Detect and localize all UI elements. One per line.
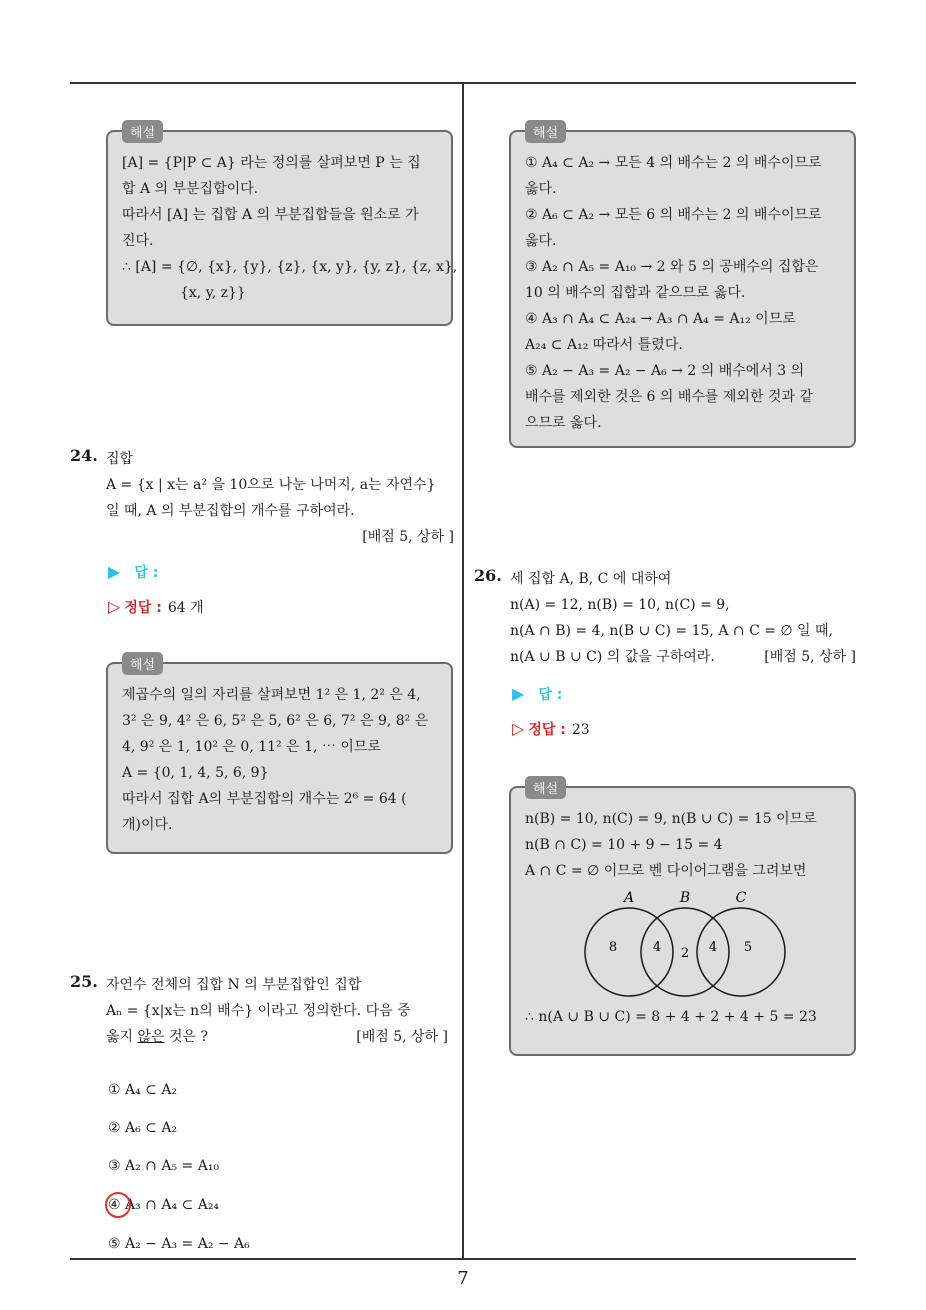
correct-answer-label: 정답 : bbox=[528, 722, 566, 738]
question-line: n(A ∩ B) = 4, n(B ∪ C) = 15, A ∩ C = ∅ 일 때, bbox=[510, 623, 834, 639]
solution-line: 합 A 의 부분집합이다. bbox=[122, 181, 259, 197]
correct-answer-row-26 bbox=[512, 719, 590, 739]
outline-arrow-icon: ▷ bbox=[108, 597, 121, 616]
solution-line: [A] = {P|P ⊂ A} 라는 정의를 살펴보면 P 는 집 bbox=[122, 155, 421, 171]
question-number: 24. bbox=[70, 446, 98, 465]
venn-label-a: A bbox=[623, 890, 635, 906]
emphasized-word: 않은 bbox=[137, 1029, 165, 1045]
solution-line: A ∩ C = ∅ 이므로 벤 다이어그램을 그려보면 bbox=[525, 863, 807, 879]
solution-tag: 해설 bbox=[525, 776, 566, 799]
solution-box-23 bbox=[106, 126, 458, 326]
solution-line: 옳다. bbox=[525, 181, 557, 197]
question-number: 26. bbox=[474, 566, 502, 585]
solution-tag: 해설 bbox=[122, 652, 163, 675]
solution-line: 10 의 배수의 집합과 같으므로 옳다. bbox=[525, 285, 746, 301]
solution-conclusion: ∴ n(A ∪ B ∪ C) = 8 + 4 + 2 + 4 + 5 = 23 bbox=[525, 1009, 817, 1025]
correct-answer-value: 23 bbox=[571, 722, 590, 738]
question-line bbox=[106, 1024, 448, 1050]
answer-row-26 bbox=[512, 684, 562, 704]
solution-line: 따라서 집합 A의 부분집합의 개수는 2⁶ = 64 ( bbox=[122, 791, 407, 807]
solution-line: 따라서 [A] 는 집합 A 의 부분집합들을 원소로 가 bbox=[122, 207, 419, 223]
question-line: 자연수 전체의 집합 N 의 부분집합인 집합 bbox=[106, 977, 362, 993]
solution-box-24 bbox=[106, 658, 453, 854]
correct-answer-row-24 bbox=[108, 597, 204, 617]
solution-line: 개)이다. bbox=[122, 817, 173, 833]
solution-tag: 해설 bbox=[122, 120, 163, 143]
venn-region-c-only: 5 bbox=[743, 940, 753, 955]
venn-region-a-b: 4 bbox=[652, 940, 662, 955]
solution-line: n(B) = 10, n(C) = 9, n(B ∪ C) = 15 이므로 bbox=[525, 811, 817, 827]
choice-4[interactable]: ④ A₃ ∩ A₄ ⊂ A₂₄ bbox=[108, 1197, 220, 1213]
selected-circle-icon bbox=[105, 1192, 131, 1218]
solution-line: 으므로 옳다. bbox=[525, 415, 602, 431]
correct-answer-value: 64 개 bbox=[167, 600, 204, 616]
question-score: [배점 5, 상하 ] bbox=[362, 529, 454, 545]
solution-line: {x, y, z}} bbox=[180, 285, 246, 301]
venn-diagram bbox=[525, 888, 845, 998]
solution-line: ∴ [A] = {∅, {x}, {y}, {z}, {x, y}, {y, z}, {z, x}, bbox=[122, 259, 458, 275]
answer-label: 답 : bbox=[538, 687, 563, 703]
solution-box-26 bbox=[509, 782, 856, 1056]
solution-line: A₂₄ ⊂ A₁₂ 따라서 틀렸다. bbox=[525, 337, 683, 353]
question-score: [배점 5, 상하 ] bbox=[356, 1029, 448, 1045]
solution-line: 3² 은 9, 4² 은 6, 5² 은 5, 6² 은 6, 7² 은 9, 8² 은 bbox=[122, 713, 429, 729]
solution-line: ② A₆ ⊂ A₂ → 모든 6 의 배수는 2 의 배수이므로 bbox=[525, 207, 822, 223]
solution-line: A = {0, 1, 4, 5, 6, 9} bbox=[122, 765, 269, 781]
choice-3[interactable]: ③ A₂ ∩ A₅ = A₁₀ bbox=[108, 1158, 220, 1174]
solution-line: 옳다. bbox=[525, 233, 557, 249]
choice-5[interactable]: ⑤ A₂ − A₃ = A₂ − A₆ bbox=[108, 1236, 250, 1252]
question-line: A = {x | x는 a² 을 10으로 나눈 나머지, a는 자연수} bbox=[106, 477, 436, 493]
question-line: 집합 bbox=[106, 451, 134, 467]
solution-line: ① A₄ ⊂ A₂ → 모든 4 의 배수는 2 의 배수이므로 bbox=[525, 155, 822, 171]
answer-row-24 bbox=[108, 562, 158, 582]
solution-line: ④ A₃ ∩ A₄ ⊂ A₂₄ → A₃ ∩ A₄ = A₁₂ 이므로 bbox=[525, 311, 796, 327]
play-arrow-icon: ▶ bbox=[512, 684, 525, 703]
choice-1[interactable]: ① A₄ ⊂ A₂ bbox=[108, 1082, 178, 1098]
solution-line: 제곱수의 일의 자리를 살펴보면 1² 은 1, 2² 은 4, bbox=[122, 687, 421, 703]
solution-line: 배수를 제외한 것은 6 의 배수를 제외한 것과 같 bbox=[525, 389, 813, 405]
question-line: n(A) = 12, n(B) = 10, n(C) = 9, bbox=[510, 597, 730, 613]
question-score: [배점 5, 상하 ] bbox=[764, 649, 856, 665]
bottom-rule bbox=[70, 1258, 856, 1260]
question-line: 세 집합 A, B, C 에 대하여 bbox=[510, 571, 672, 587]
solution-line: ⑤ A₂ − A₃ = A₂ − A₆ → 2 의 배수에서 3 의 bbox=[525, 363, 805, 379]
solution-line: 진다. bbox=[122, 233, 154, 249]
venn-label-c: C bbox=[735, 890, 747, 906]
choice-2[interactable]: ② A₆ ⊂ A₂ bbox=[108, 1120, 178, 1136]
question-text: 것은 ? bbox=[164, 1029, 209, 1045]
question-line: Aₙ = {x|x는 n의 배수} 이라고 정의한다. 다음 중 bbox=[106, 1003, 411, 1019]
venn-region-b-only: 2 bbox=[680, 946, 690, 961]
outline-arrow-icon: ▷ bbox=[512, 719, 525, 738]
solution-box-25 bbox=[509, 126, 856, 448]
question-line bbox=[510, 644, 856, 670]
venn-region-a-only: 8 bbox=[608, 940, 618, 955]
answer-label: 답 : bbox=[134, 565, 159, 581]
question-text: 옳지 bbox=[106, 1029, 138, 1045]
venn-region-b-c: 4 bbox=[708, 940, 718, 955]
venn-label-b: B bbox=[679, 890, 691, 906]
solution-tag: 해설 bbox=[525, 120, 566, 143]
page-number: 7 bbox=[457, 1268, 469, 1289]
correct-answer-label: 정답 : bbox=[124, 600, 162, 616]
solution-line: ③ A₂ ∩ A₅ = A₁₀ → 2 와 5 의 공배수의 집합은 bbox=[525, 259, 819, 275]
play-arrow-icon: ▶ bbox=[108, 562, 121, 581]
question-line: 일 때, A 의 부분집합의 개수를 구하여라. bbox=[106, 503, 355, 519]
solution-line: 4, 9² 은 1, 10² 은 0, 11² 은 1, ⋯ 이므로 bbox=[122, 739, 381, 755]
question-number: 25. bbox=[70, 972, 98, 991]
solution-line: n(B ∩ C) = 10 + 9 − 15 = 4 bbox=[525, 837, 723, 853]
question-text: n(A ∪ B ∪ C) 의 값을 구하여라. bbox=[510, 649, 715, 665]
column-divider bbox=[462, 83, 464, 1258]
